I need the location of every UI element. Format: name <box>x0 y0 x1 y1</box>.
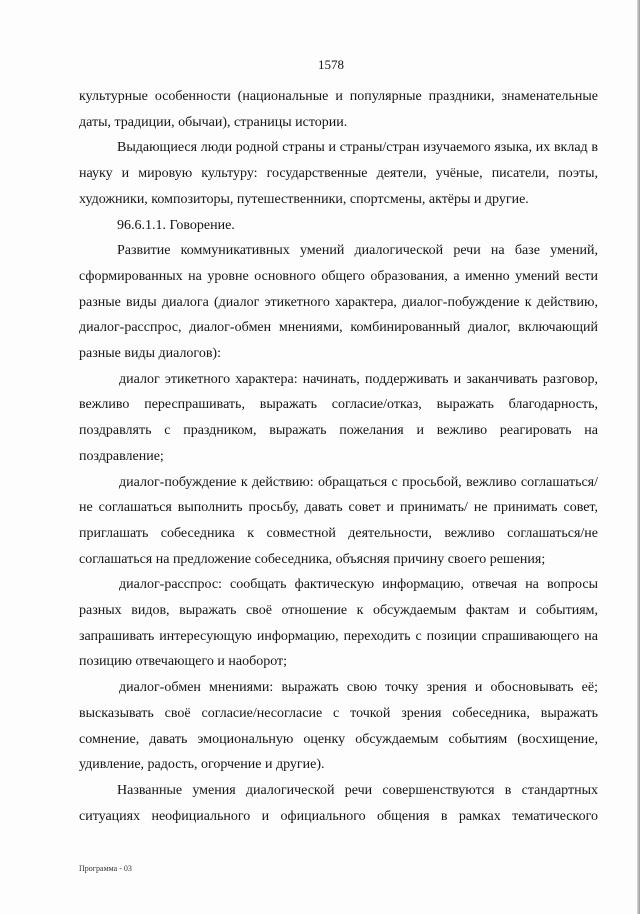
page-number: 1578 <box>318 57 344 72</box>
paragraph-inquiry-dialogue: диалог-расспрос: сообщать фактическую информацию, отвечая на вопросы разных видов, выражать своё отношение к обсуждаемым фактам и событиям, запрашивать интересующую информацию, переходить с позиции спрашивающего на позицию отвечающего и наоборот; <box>79 577 598 670</box>
paragraph-incentive-dialogue: диалог-побуждение к действию: обращаться с просьбой, вежливо соглашаться/не соглашаться выполнить просьбу, давать совет и принимать/ не принимать совет, приглашать собеседника к совместной деятельности, вежливо соглашаться/не соглашаться на предложение собеседника, объясняя причину своего решения; <box>79 474 598 567</box>
paragraph-skills-improvement: Названные умения диалогической речи совершенствуются в стандартных ситуациях неофициального и официального общения в рамках тематического <box>79 782 598 824</box>
body-text <box>79 84 598 829</box>
footer-program-label: Программа - 03 <box>79 864 132 873</box>
paragraph-opinion-exchange-dialogue: диалог-обмен мнениями: выражать свою точку зрения и обосновывать её; высказывать своё согласие/несогласие с точкой зрения собеседника, выражать сомнение, давать эмоциональную оценку обсуждаемым событиям (восхищение, удивление, радость, огорчение и другие). <box>79 680 598 773</box>
section-heading-speaking: 96.6.1.1. Говорение. <box>117 217 235 233</box>
paragraph-etiquette-dialogue: диалог этикетного характера: начинать, поддерживать и заканчивать разговор, вежливо переспрашивать, выражать согласие/отказ, выражать благодарность, поздравлять с праздником, выражать пожелания и вежливо реагировать на поздравление; <box>79 371 598 464</box>
paragraph-dialogue-skills: Развитие коммуникативных умений диалогической речи на базе умений, сформированных на уровне основного общего образования, а именно умений вести разные виды диалога (диалог этикетного характера, диалог-побуждение к действию, диалог-расспрос, диалог-обмен мнениями, комбинированный диалог, включающий разные виды диалогов): <box>79 243 598 362</box>
paragraph-outstanding-people: Выдающиеся люди родной страны и страны/стран изучаемого языка, их вклад в науку и мировую культуру: государственные деятели, учёные, писатели, поэты, художники, композиторы, путешественники, спортсмены, актёры и другие. <box>79 140 598 207</box>
paragraph-cultural-features: культурные особенности (национальные и популярные праздники, знаменательные даты, традиции, обычаи), страницы истории. <box>79 89 598 130</box>
